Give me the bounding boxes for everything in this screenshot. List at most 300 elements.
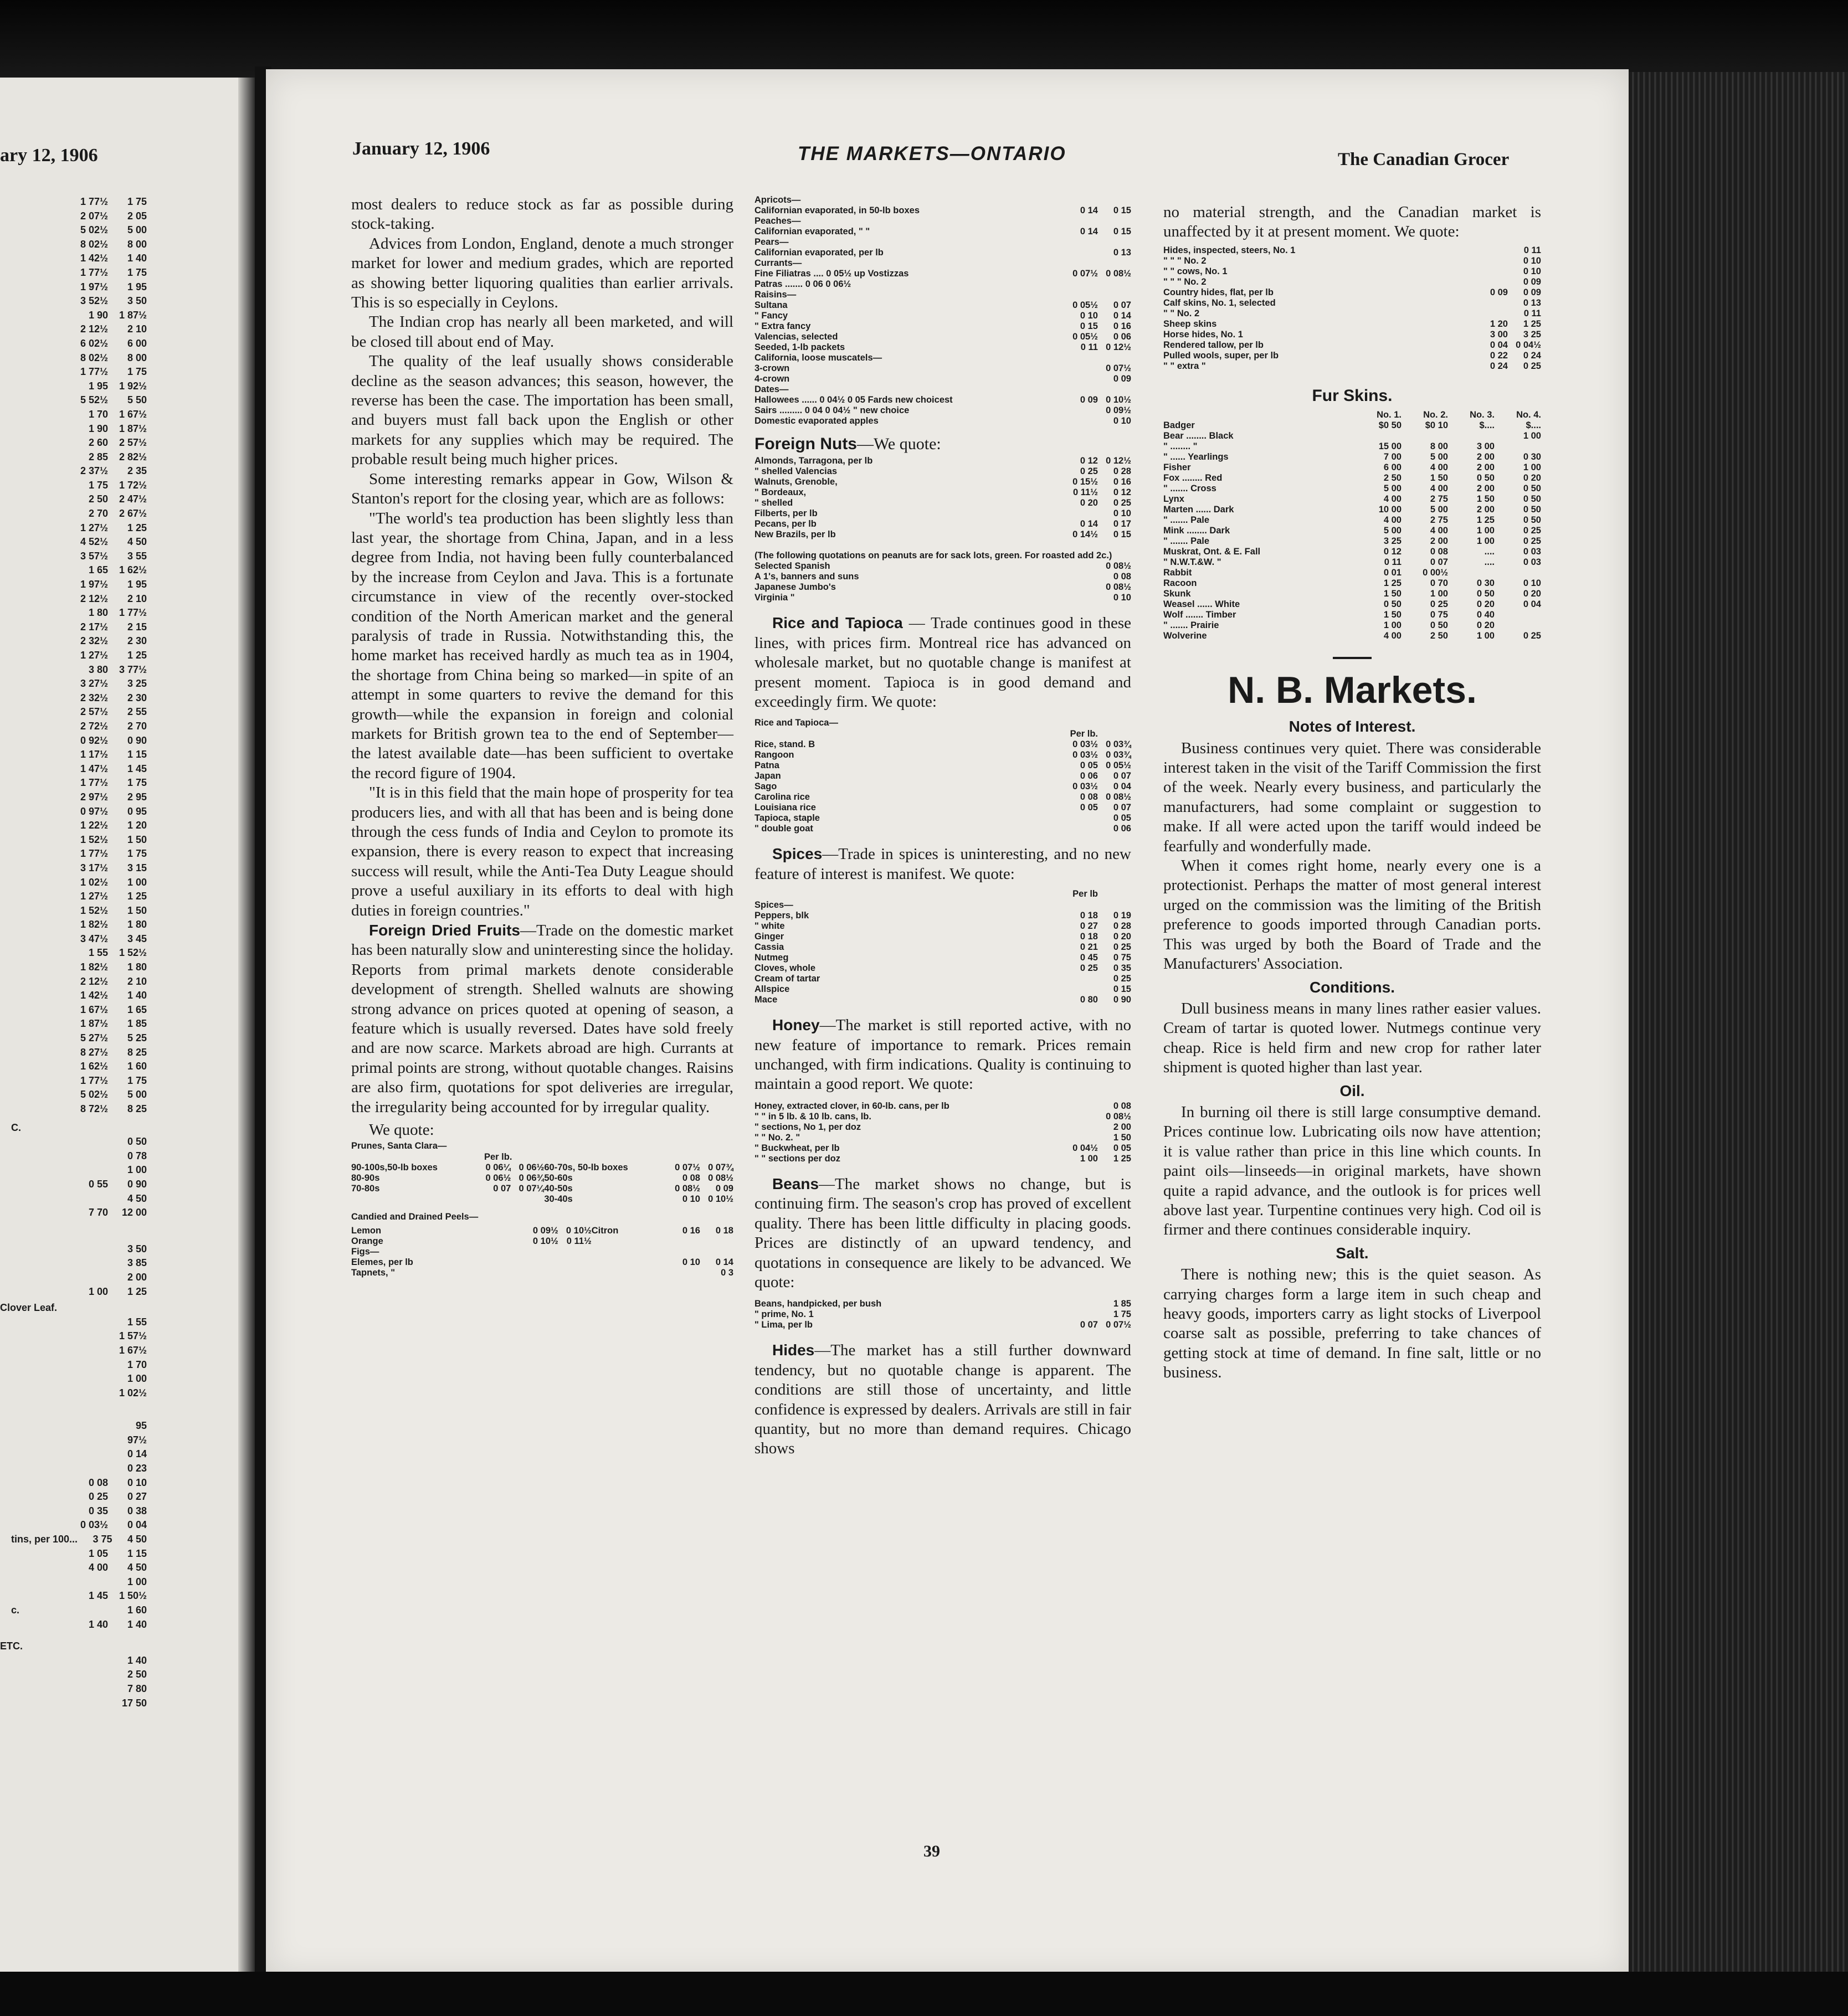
left-price-b: 6 00 <box>127 337 147 349</box>
section-title: THE MARKETS—ONTARIO <box>798 143 1066 164</box>
price-row <box>754 508 1131 519</box>
price-low: 0 45 <box>1080 953 1098 963</box>
fur-price: 0 75 <box>1430 610 1448 620</box>
price-label: Tapioca, staple <box>754 813 820 824</box>
price-row <box>754 353 1131 363</box>
price-row <box>754 760 1131 771</box>
left-price-a: 1 87½ <box>80 1018 108 1030</box>
price-row <box>754 321 1131 332</box>
price-low: 0 18 <box>1080 932 1098 942</box>
price-low: 1 00 <box>1080 1153 1098 1164</box>
price-high: 0 03¾ <box>1106 739 1131 750</box>
left-price-b: 1 25 <box>127 1285 147 1297</box>
fur-row <box>1163 631 1541 641</box>
left-price-b: 0 95 <box>127 805 147 817</box>
price-label: Elemes, per lb <box>351 1257 413 1267</box>
price-low: 0 24 <box>1490 361 1508 371</box>
price-label: California, loose muscatels— <box>754 353 882 363</box>
fur-price: 0 01 <box>1383 568 1402 578</box>
left-price-row <box>11 989 147 1003</box>
price-value <box>478 1194 511 1205</box>
price-label: 50-60s <box>544 1172 573 1183</box>
price-label: Seeded, 1-lb packets <box>754 342 845 352</box>
left-price-b: 1 40 <box>127 1618 147 1630</box>
left-price-row <box>11 1589 147 1603</box>
oil-title: Oil. <box>1339 1082 1365 1099</box>
price-low <box>1065 216 1098 227</box>
price-row <box>754 593 1131 603</box>
fur-price: 1 25 <box>1383 578 1402 589</box>
prunes-per-lb: Per lb. <box>484 1151 512 1162</box>
left-price-row <box>11 1315 147 1330</box>
fur-label: Fox ........ Red <box>1163 473 1223 484</box>
rice-per-lb: Per lb. <box>1070 729 1098 739</box>
left-price-row <box>11 479 147 493</box>
price-label: " Buckwheat, per lb <box>754 1143 840 1153</box>
fur-price: 5 00 <box>1430 505 1448 515</box>
left-price-b: 4 50 <box>127 1562 147 1573</box>
price-high: 0 07 <box>1113 803 1131 813</box>
price-high <box>1098 384 1131 395</box>
book-page-edges <box>1629 72 1848 1972</box>
fur-price: 2 75 <box>1430 515 1448 526</box>
left-price-a: 2 70 <box>88 508 108 520</box>
price-low: 0 06 <box>1080 771 1098 781</box>
left-price-b: 1 20 <box>127 820 147 831</box>
left-price-a: 1 42½ <box>80 253 108 264</box>
price-value <box>667 1247 700 1257</box>
left-price-row <box>11 649 147 663</box>
fur-label: Lynx <box>1163 494 1184 505</box>
price-low <box>1065 279 1098 290</box>
price-row <box>754 363 1131 374</box>
fur-price: 10 00 <box>1378 505 1402 515</box>
price-high: 0 08½ <box>1106 1111 1131 1122</box>
price-low: 0 05 <box>1080 760 1098 771</box>
price-low <box>1065 416 1098 426</box>
left-price-row <box>11 946 147 960</box>
tea-paragraph-1: most dealers to reduce stock as far as possible during stock-taking. <box>351 196 733 233</box>
left-price-row <box>11 1242 147 1257</box>
price-low <box>1065 561 1098 572</box>
left-price-row <box>11 805 147 819</box>
left-price-a: 1 95 <box>88 380 108 392</box>
price-high: 0 11 <box>1523 245 1541 255</box>
foreign-nuts-line: Foreign Nuts—We quote: <box>754 435 941 453</box>
price-row <box>351 1173 733 1184</box>
price-high: 0 07 <box>1113 300 1131 310</box>
conditions-paragraph: Dull business means in many lines rather easier values. Cream of tartar is quoted lower. Nutmegs continue very cheap. Rice is held firm and new crop for rather later shipment is quoted higher than last year. <box>1163 999 1541 1077</box>
left-price-a <box>75 1575 108 1590</box>
price-label: Horse hides, No. 1 <box>1163 329 1243 340</box>
price-high: 0 08½ <box>1106 269 1131 279</box>
fur-price: 0 50 <box>1523 494 1541 505</box>
left-label-clover: Clover Leaf. <box>0 1302 58 1314</box>
fur-price: 8 00 <box>1430 441 1448 452</box>
price-value: 0 07½ <box>675 1162 700 1172</box>
price-label: " " " No. 2 <box>1163 255 1207 266</box>
price-label: Californian evaporated, per lb <box>754 248 884 258</box>
left-price-a: 2 72½ <box>80 720 108 732</box>
price-label <box>592 1257 667 1268</box>
left-price-a: 0 97½ <box>80 805 108 817</box>
left-price-b: 1 15 <box>127 749 147 760</box>
price-row <box>754 342 1131 353</box>
fur-price <box>1448 568 1495 578</box>
fur-price: $.... <box>1479 420 1495 431</box>
price-high: 0 12½ <box>1106 342 1131 352</box>
price-label: Raisins— <box>754 290 797 300</box>
left-price-a: 6 02½ <box>80 337 108 349</box>
price-label: Rendered tallow, per lb <box>1163 340 1264 350</box>
left-price-a: 5 02½ <box>80 1089 108 1100</box>
left-price-row <box>11 1149 147 1164</box>
price-low: 0 05 <box>1080 803 1098 813</box>
price-row <box>1163 287 1541 298</box>
prunes-table <box>351 1163 733 1205</box>
price-label: Sheep skins <box>1163 318 1217 329</box>
price-low <box>1065 248 1098 258</box>
price-high: 0 10 <box>1113 508 1131 519</box>
left-price-a <box>75 1682 108 1696</box>
left-price-row <box>11 606 147 620</box>
left-price-a <box>75 1419 108 1433</box>
column-1 <box>351 195 733 1278</box>
left-price-b: 4 50 <box>127 536 147 548</box>
price-high <box>1098 279 1131 290</box>
column-3 <box>1163 203 1541 1383</box>
fur-label: " ....... Cross <box>1163 484 1216 494</box>
price-low: 1 20 <box>1490 318 1508 329</box>
price-value <box>667 1268 700 1278</box>
price-high: 0 08½ <box>1106 582 1131 593</box>
price-low: 0 25 <box>1080 466 1098 477</box>
left-price-row <box>11 209 147 224</box>
price-label: Fine Filiatras .... 0 05½ up Vostizzas <box>754 269 909 279</box>
price-high: 0 15 <box>1113 984 1131 995</box>
fur-price: 0 00½ <box>1423 568 1448 578</box>
left-price-b: 3 50 <box>127 1243 147 1254</box>
price-high: 0 10 <box>1523 266 1541 276</box>
price-high: 1 75 <box>1113 1309 1131 1320</box>
left-price-a: 1 00 <box>88 1285 108 1297</box>
left-price-b: 2 35 <box>127 465 147 477</box>
left-price-row <box>11 889 147 904</box>
left-price-b: 3 85 <box>127 1257 147 1269</box>
price-high: 0 09 <box>1523 276 1541 287</box>
left-price-a <box>75 1603 108 1618</box>
price-label: Pecans, per lb <box>754 519 817 529</box>
left-price-row <box>11 1271 147 1285</box>
price-row <box>754 942 1131 953</box>
left-price-b: 1 75 <box>127 777 147 789</box>
price-row <box>754 561 1131 572</box>
price-high: 1 25 <box>1113 1153 1131 1164</box>
left-price-b: 1 52½ <box>119 947 147 959</box>
left-price-row <box>11 1102 147 1117</box>
price-high: 0 14 <box>1113 311 1131 321</box>
left-price-b: 2 57½ <box>119 437 147 449</box>
fur-row <box>1163 557 1541 568</box>
price-low: 0 08 <box>1080 792 1098 803</box>
left-price-a: 3 47½ <box>80 933 108 944</box>
price-value: 0 10½ <box>566 1225 592 1236</box>
price-high: 0 03¾ <box>1106 750 1131 760</box>
price-label: Selected Spanish <box>754 561 830 572</box>
peels-title: Candied and Drained Peels— <box>351 1211 479 1222</box>
left-price-row <box>11 365 147 379</box>
price-low <box>1065 363 1098 374</box>
price-low: 0 21 <box>1080 942 1098 953</box>
left-price-a: 1 90 <box>88 423 108 434</box>
fur-price: 7 00 <box>1383 452 1402 462</box>
left-label-c: C. <box>11 1122 21 1133</box>
left-price-a: 0 25 <box>88 1491 108 1503</box>
price-row <box>754 1101 1131 1112</box>
price-value: 0 07¼ <box>519 1183 545 1194</box>
left-price-b: 1 75 <box>127 366 147 378</box>
left-price-a: 1 70 <box>88 408 108 420</box>
left-price-b: 1 87½ <box>119 309 147 321</box>
fur-row <box>1163 526 1541 536</box>
left-price-b: 1 75 <box>127 196 147 207</box>
price-label: Californian evaporated, " " <box>754 227 870 236</box>
price-low: 0 15½ <box>1072 477 1098 487</box>
price-value: 0 07¾ <box>708 1162 733 1172</box>
fur-label: Wolf ....... Timber <box>1163 610 1236 620</box>
price-high: 0 10½ <box>1106 395 1131 405</box>
price-low <box>1475 266 1508 277</box>
left-price-a <box>75 1315 108 1330</box>
price-label: " white <box>754 921 785 932</box>
left-price-a: 1 55 <box>88 947 108 959</box>
left-price-a: 1 90 <box>88 309 108 321</box>
price-low: 0 18 <box>1080 911 1098 921</box>
fur-label: " ........ " <box>1163 441 1198 452</box>
column-2 <box>754 195 1131 1459</box>
price-low: 0 11½ <box>1073 487 1098 498</box>
price-high: 0 06 <box>1113 824 1131 834</box>
left-price-a <box>75 1447 108 1462</box>
price-high: 0 75 <box>1113 953 1131 963</box>
left-price-row <box>11 450 147 465</box>
price-low <box>1065 1101 1098 1112</box>
left-price-a: 5 27½ <box>80 1032 108 1044</box>
left-price-b: 95 <box>135 1420 147 1432</box>
fur-row <box>1163 610 1541 620</box>
price-high: 0 24 <box>1523 350 1541 361</box>
left-price-a: 1 82½ <box>80 961 108 973</box>
price-row <box>754 1154 1131 1164</box>
left-price-a <box>75 1668 108 1682</box>
price-low: 0 04½ <box>1072 1143 1098 1153</box>
left-price-row <box>11 762 147 776</box>
left-price-row <box>11 1561 147 1575</box>
left-price-b: 1 50 <box>127 834 147 845</box>
left-price-a <box>75 1192 108 1206</box>
left-price-b: 1 60 <box>127 1061 147 1072</box>
fur-price: 4 00 <box>1383 631 1402 641</box>
price-value: 0 18 <box>715 1225 733 1236</box>
left-price-a: 4 52½ <box>80 536 108 548</box>
price-label: Rice, stand. B <box>754 739 815 750</box>
price-label: Virginia " <box>754 593 795 603</box>
left-price-a: 0 08 <box>88 1477 108 1488</box>
fur-row <box>1163 462 1541 473</box>
left-price-b: 1 75 <box>127 1074 147 1086</box>
beans-table <box>754 1299 1131 1330</box>
peels-table <box>351 1226 733 1278</box>
left-price-b: 1 57½ <box>119 1330 147 1342</box>
fur-column-header: No. 3. <box>1470 410 1495 420</box>
price-label: Orange <box>351 1236 383 1246</box>
left-price-row <box>11 734 147 748</box>
left-price-a <box>75 1372 108 1386</box>
price-high: 0 17 <box>1113 519 1131 529</box>
fur-label: Weasel ...... White <box>1163 599 1240 610</box>
price-label: 40-50s <box>544 1183 573 1194</box>
left-price-b: 1 70 <box>127 1359 147 1370</box>
left-price-a: 1 17½ <box>80 749 108 760</box>
price-low: 0 03½ <box>1072 750 1098 760</box>
price-label: Domestic evaporated apples <box>754 416 879 426</box>
left-price-row <box>11 492 147 507</box>
left-price-row <box>11 1163 147 1177</box>
left-price-row <box>11 521 147 536</box>
price-value: 0 08 <box>682 1172 700 1183</box>
left-price-a: 2 12½ <box>80 975 108 987</box>
left-price-row <box>11 408 147 422</box>
fur-skins-title: Fur Skins. <box>1312 386 1393 405</box>
oil-paragraph: In burning oil there is still large consumptive demand. Prices continue low. Lubricating oils now have attention; it is value rather than price in this line which counts. In paint oils—linseeds—in original markets, have shown quite a rapid advance, and the outlook is for prices well above last year. Turpentine continues very high. Cod oil is firmer and there continues considerable inquiry. <box>1163 1103 1541 1239</box>
tea-quote-2: "It is in this field that the main hope of prosperity for tea producers lies, and with all that has been and is being done through the cess funds of India and Ceylon to promote its expansion, there is every reason to expect that increasing success will result, while the Anti-Tea Duty League should prove a useful auxiliary in its efforts to deal with high duties in foreign countries." <box>351 784 733 919</box>
left-price-b: 3 25 <box>127 678 147 690</box>
left-price-row <box>11 1003 147 1017</box>
left-price-a <box>75 1654 108 1668</box>
left-price-a: 8 02½ <box>80 352 108 363</box>
fur-price: 1 00 <box>1476 526 1495 536</box>
left-price-row <box>11 1476 147 1490</box>
price-row <box>1163 340 1541 351</box>
left-price-b: 2 95 <box>127 791 147 803</box>
price-row <box>754 332 1131 342</box>
price-row <box>754 792 1131 803</box>
price-label: Pulled wools, super, per lb <box>1163 350 1279 361</box>
price-high: 0 25 <box>1523 361 1541 371</box>
left-row-label: c. <box>11 1604 20 1616</box>
fur-price: 4 00 <box>1430 526 1448 536</box>
tea-paragraph-5: Some interesting remarks appear in Gow, Wilson & Stanton's report for the closing year, which are as follows: <box>351 470 733 508</box>
price-high: 0 07½ <box>1106 1320 1131 1330</box>
price-low: 0 07½ <box>1072 269 1098 279</box>
price-row <box>351 1247 733 1257</box>
salt-paragraph: There is nothing new; this is the quiet season. As carrying charges form a large item in such cheap and heavy goods, importers carry as light stocks of Liverpool coarse salt as possible, preferring to take chances of getting stock at time of demand. In fine salt, little or no business. <box>1163 1266 1541 1382</box>
price-low: 0 14 <box>1080 205 1098 215</box>
left-price-a <box>75 1256 108 1271</box>
price-low: 0 05½ <box>1072 332 1098 342</box>
fur-price: 0 20 <box>1523 589 1541 599</box>
fur-price: 2 50 <box>1383 473 1402 484</box>
fur-price: 5 00 <box>1383 484 1402 494</box>
price-low: 0 07 <box>1080 1320 1098 1330</box>
nuts-table <box>754 456 1131 540</box>
left-price-b: 8 00 <box>127 238 147 250</box>
price-row <box>1163 277 1541 287</box>
left-price-b: 3 15 <box>127 862 147 873</box>
price-label: " prime, No. 1 <box>754 1309 814 1320</box>
left-price-a <box>75 1135 108 1149</box>
price-low: 0 20 <box>1080 498 1098 508</box>
fur-row <box>1163 547 1541 557</box>
price-low <box>1065 290 1098 300</box>
left-price-a <box>75 1329 108 1344</box>
fur-price: 0 03 <box>1523 547 1541 557</box>
left-price-a <box>75 1163 108 1177</box>
price-label: Carolina rice <box>754 792 810 803</box>
left-price-a: 3 57½ <box>80 550 108 562</box>
left-price-a: 1 77½ <box>80 196 108 207</box>
left-price-a: 2 60 <box>88 437 108 449</box>
left-price-b: 2 67½ <box>119 508 147 520</box>
price-high: 0 04½ <box>1516 340 1541 350</box>
fur-price: 1 00 <box>1430 589 1448 599</box>
left-price-row <box>11 975 147 989</box>
left-price-a: 1 27½ <box>80 522 108 533</box>
rice-tapioca-heading: Rice and Tapioca <box>772 614 903 632</box>
fur-label: Wolverine <box>1163 631 1207 641</box>
left-price-a: 1 27½ <box>80 650 108 661</box>
price-row <box>754 984 1131 995</box>
left-price-row <box>11 960 147 975</box>
fur-label: Rabbit <box>1163 568 1192 578</box>
left-price-a: 2 07½ <box>80 210 108 222</box>
fur-price: 0 25 <box>1523 526 1541 536</box>
left-price-a: 3 75 <box>93 1534 112 1545</box>
left-price-a: 1 67½ <box>80 1004 108 1015</box>
left-price-a: 8 02½ <box>80 238 108 250</box>
price-value: 0 10½ <box>708 1194 733 1204</box>
price-value: 0 08½ <box>675 1183 700 1194</box>
left-price-b: 2 70 <box>127 720 147 732</box>
price-row <box>1163 298 1541 308</box>
left-price-a: 5 02½ <box>80 224 108 236</box>
fur-price: 1 25 <box>1476 515 1495 526</box>
price-value <box>667 1236 700 1247</box>
left-price-row <box>11 251 147 266</box>
price-row <box>754 953 1131 963</box>
price-value <box>558 1247 592 1257</box>
left-price-b: 1 67½ <box>119 1344 147 1356</box>
left-price-a: 2 57½ <box>80 706 108 718</box>
price-row <box>754 750 1131 760</box>
left-price-row <box>11 1490 147 1504</box>
price-high: 0 13 <box>1523 297 1541 308</box>
fur-price: 2 00 <box>1476 452 1495 462</box>
price-row <box>754 466 1131 477</box>
price-label: Hallowees ...... 0 04½ 0 05 Fards new choicest <box>754 395 953 405</box>
price-label: Lemon <box>351 1225 382 1236</box>
spices-title: Spices— <box>754 900 793 911</box>
left-price-row <box>11 464 147 479</box>
price-label: " Extra fancy <box>754 321 811 331</box>
price-row <box>754 529 1131 540</box>
price-high: 0 28 <box>1113 466 1131 477</box>
price-value: 0 06½ <box>519 1162 545 1172</box>
price-high: 0 08½ <box>1106 561 1131 572</box>
price-low <box>1065 384 1098 395</box>
price-label: " double goat <box>754 824 813 834</box>
spices-paragraph: Spices—Trade in spices is uninteresting, and no new feature of interest is manifest. We quote: <box>754 845 1131 883</box>
